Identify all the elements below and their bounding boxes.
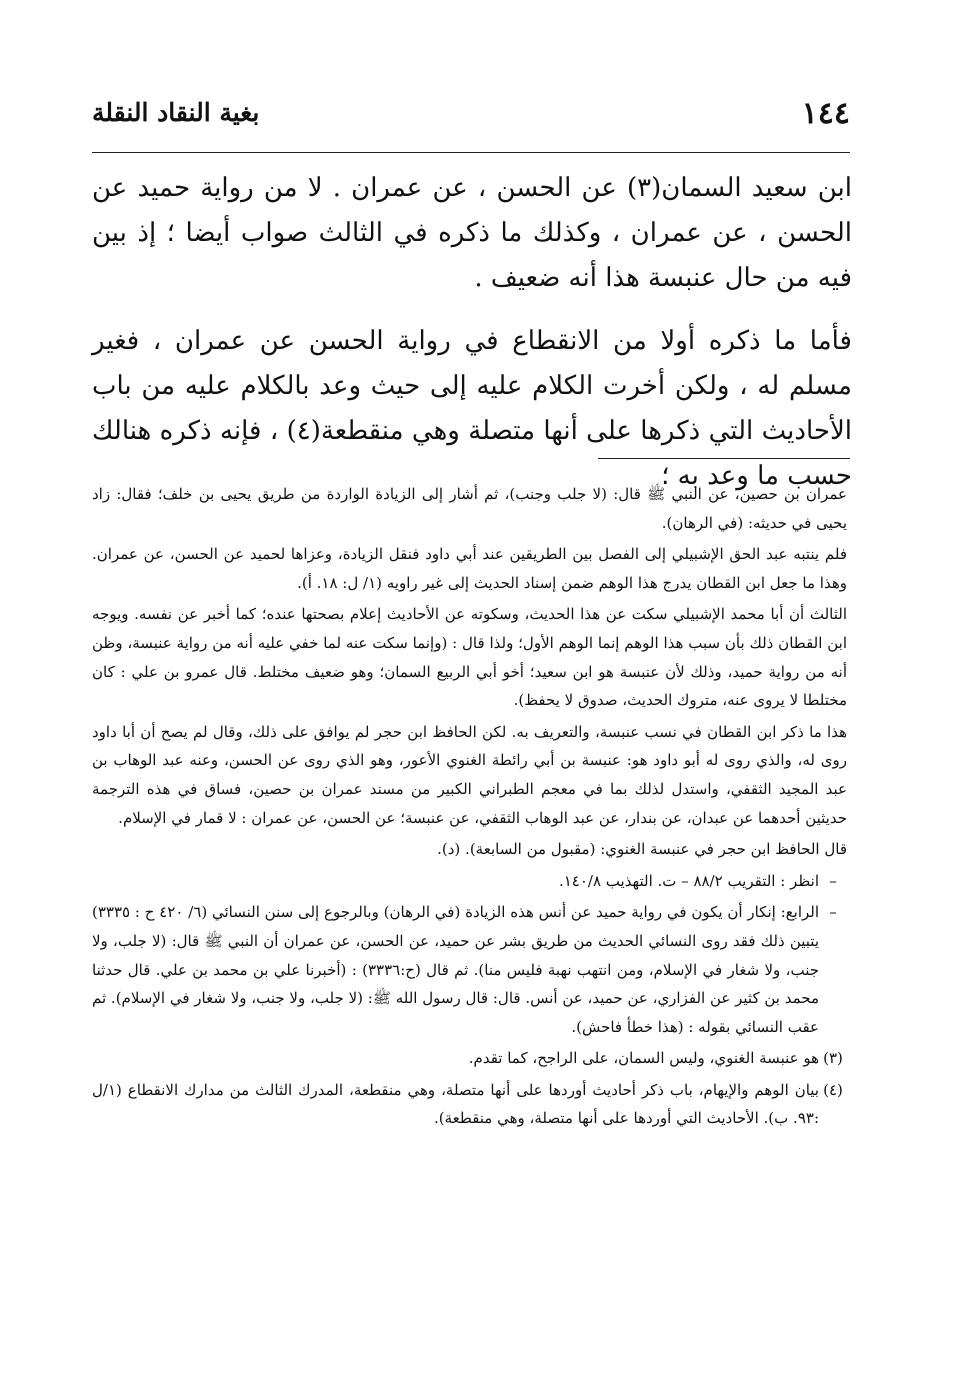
footnote-marker: – [829, 903, 837, 922]
header-divider [92, 152, 850, 153]
footnote-divider [598, 458, 850, 459]
footnote-paragraph: عمران بن حصين، عن النبي ﷺ قال: (لا جلب وجنب)، ثم أشار إلى الزيادة الواردة من طريق يحيى بن خلف؛ فقال: زاد يحيى في حديثه: (في الرهان). [92, 485, 847, 532]
page-number: ١٤٤ [801, 96, 850, 131]
footnote-marker: (٣) [823, 1049, 843, 1068]
main-text [92, 166, 852, 499]
footnote-paragraph: قال الحافظ ابن حجر في عنبسة الغنوي: (مقبول من السابعة). (د). [437, 840, 847, 859]
footnote-item [92, 867, 847, 896]
book-title: بغية النقاد النقلة [92, 98, 260, 127]
footnote-item [92, 1044, 847, 1073]
main-paragraph-1: ابن سعيد السمان(٣) عن الحسن ، عن عمران . لا من رواية حميد عن الحسن ، عن عمران ، وكذلك ما ذكره في الثالث صواب أيضا ؛ إذ بين فيه من حال عنبسة هذا أنه ضعيف . [92, 173, 852, 293]
footnote-marker: (٤) [823, 1080, 843, 1099]
footnote-paragraph: الثالث أن أبا محمد الإشبيلي سكت عن هذا الحديث، وسكوته عن الأحاديث إعلام بصحتها عنده؛ كما أخبر عن نفسه. ويوجه ابن القطان ذلك بأن سبب هذا الوهم إنما الوهم الأول؛ ولذا قال : (وإنما سكت عنه لما خفي عليه أنه من رواية عنبسة، وظن أنه من رواية حميد، وذلك لأن عنبسة هو ابن سعيد؛ أخو أبي الربيع السمان؛ وهو ضعيف مختلط. قال عمرو بن علي : كان مختلطا لا يروى عنه، متروك الحديث، صدوق لا يحفظ). [92, 605, 847, 710]
footnote-marker: – [829, 871, 837, 890]
footnote-text: انظر : التقريب ٨٨/٢ – ت. التهذيب ١٤٠/٨. [558, 871, 819, 890]
footnote-item [92, 1076, 847, 1133]
footnote-paragraph: فلم ينتبه عبد الحق الإشبيلي إلى الفصل بين الطريقين عند أبي داود فنقل الزيادة، وعزاها لحميد عن الحسن، عن عمران. وهذا ما جعل ابن القطان يدرج هذا الوهم ضمن إسناد الحديث إلى غير راويه (١/ ل: ١٨. أ). [92, 545, 847, 592]
footnote-text: بيان الوهم والإيهام، باب ذكر أحاديث أوردها على أنها متصلة، وهي منقطعة، المدرك الثالث من مدارك الانقطاع (١/ل :٩٣. ب). الأحاديث التي أوردها على أنها متصلة، وهي منقطعة). [92, 1080, 819, 1128]
main-paragraph-2: فأما ما ذكره أولا من الانقطاع في رواية الحسن عن عمران ، فغير مسلم له ، ولكن أخرت الكلام عليه إلى حيث وعد بالكلام عليه من باب الأحاديث التي ذكرها على أنها متصلة وهي منقطعة(٤) ، فإنه ذكره هنالك حسب ما وعد به ؛ [92, 326, 852, 491]
footnote-text: هو عنبسة الغنوي، وليس السمان، على الراجح، كما تقدم. [468, 1049, 819, 1068]
page-header [92, 92, 850, 142]
footnote-text: الرابع: إنكار أن يكون في رواية حميد عن أنس هذه الزيادة (في الرهان) وبالرجوع إلى سنن النسائي (٦/ ٤٢٠ ح : ٣٣٣٥) يتبين ذلك فقد روى النسائي الحديث من طريق بشر عن حميد، عن الحسن، عن عمران أن النبي ﷺ قال: (لا جلب، ولا جنب، ولا شغار في الإسلام، ومن انتهب نهبة فليس منا). ثم قال (ح:٣٣٣٦) : (أخبرنا علي بن محمد بن علي. قال حدثنا محمد بن كثير عن الفزاري، عن حميد، عن أنس. قال: قال رسول الله ﷺ: (لا جلب، ولا جنب، ولا شغار في الإسلام). ثم عقب النسائي بقوله : (هذا خطأ فاحش). [92, 903, 820, 1036]
footnotes [92, 480, 847, 1136]
footnote-item [92, 898, 847, 1041]
footnote-paragraph: هذا ما ذكر ابن القطان في نسب عنبسة، والتعريف به. لكن الحافظ ابن حجر لم يوافق على ذلك، وقال لم يصح أن أبا داود روى له، والذي روى له أبو داود هو: عنبسة بن أبي رائطة الغنوي الأعور، وهو الذي روى عن الحسن، وعنه عبد الوهاب بن عبد المجيد الثقفي، واستدل لذلك بما في معجم الطبراني الكبير من مسند عمران بن حصين، فساق في هذه الترجمة حديثين أحدهما عن عبدان، عن بندار، عن عبد الوهاب الثقفي، عن عنبسة؛ عن الحسن، عن عمران : لا قمار في الإسلام. [92, 722, 847, 827]
